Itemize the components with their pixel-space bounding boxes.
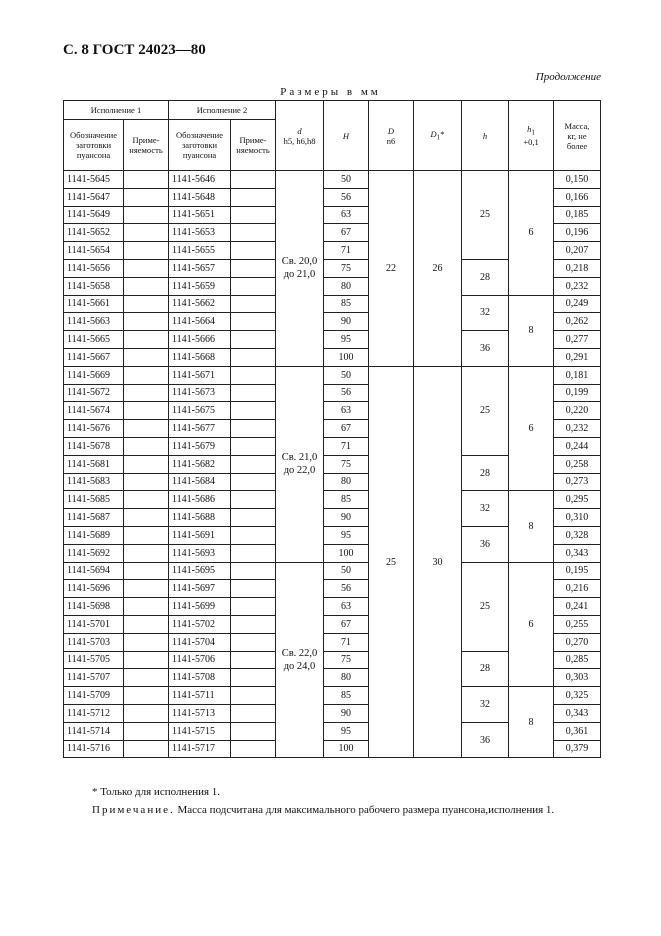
h-value: 32 (462, 687, 509, 723)
applicability-exec1 (124, 348, 169, 366)
applicability-exec2 (231, 331, 276, 349)
applicability-exec2 (231, 455, 276, 473)
mass-value: 0,232 (554, 277, 601, 295)
designation-exec2: 1141-5651 (169, 206, 231, 224)
mass-value: 0,262 (554, 313, 601, 331)
applicability-exec1 (124, 366, 169, 384)
table-row (64, 295, 601, 313)
table-row (64, 366, 601, 384)
applicability-exec2 (231, 704, 276, 722)
continued-label: Продолжение (535, 71, 601, 83)
mass-value: 0,277 (554, 331, 601, 349)
applicability-exec2 (231, 491, 276, 509)
H-value: 63 (324, 206, 369, 224)
applicability-exec1 (124, 544, 169, 562)
applicability-exec1 (124, 687, 169, 705)
designation-exec1: 1141-5665 (64, 331, 124, 349)
designation-exec2: 1141-5697 (169, 580, 231, 598)
header-h1: $h_1$ +0,1 (509, 101, 554, 171)
applicability-exec2 (231, 277, 276, 295)
mass-value: 0,285 (554, 651, 601, 669)
designation-exec2: 1141-5695 (169, 562, 231, 580)
applicability-exec1 (124, 171, 169, 189)
header-D: D n6 (369, 101, 414, 171)
designation-exec1: 1141-5701 (64, 615, 124, 633)
designation-exec2: 1141-5715 (169, 722, 231, 740)
applicability-exec1 (124, 722, 169, 740)
mass-value: 0,361 (554, 722, 601, 740)
designation-exec2: 1141-5688 (169, 509, 231, 527)
applicability-exec2 (231, 687, 276, 705)
header-h: h (462, 101, 509, 171)
h1-value: 6 (509, 171, 554, 296)
designation-exec1: 1141-5687 (64, 509, 124, 527)
header-applicability-1: Приме- няемость (124, 120, 169, 171)
designation-exec1: 1141-5709 (64, 687, 124, 705)
applicability-exec1 (124, 455, 169, 473)
designation-exec1: 1141-5663 (64, 313, 124, 331)
designation-exec1: 1141-5705 (64, 651, 124, 669)
header-mass: Масса, кг, не более (554, 101, 601, 171)
applicability-exec1 (124, 473, 169, 491)
d-range: Св. 20,0 до 21,0 (276, 171, 324, 367)
applicability-exec2 (231, 722, 276, 740)
mass-value: 0,310 (554, 509, 601, 527)
mass-value: 0,295 (554, 491, 601, 509)
mass-value: 0,195 (554, 562, 601, 580)
applicability-exec2 (231, 188, 276, 206)
h-value: 28 (462, 259, 509, 295)
designation-exec2: 1141-5684 (169, 473, 231, 491)
H-value: 85 (324, 687, 369, 705)
applicability-exec1 (124, 259, 169, 277)
H-value: 95 (324, 331, 369, 349)
designation-exec2: 1141-5702 (169, 615, 231, 633)
applicability-exec2 (231, 562, 276, 580)
mass-value: 0,216 (554, 580, 601, 598)
mass-value: 0,244 (554, 437, 601, 455)
applicability-exec2 (231, 206, 276, 224)
designation-exec2: 1141-5708 (169, 669, 231, 687)
applicability-exec1 (124, 562, 169, 580)
mass-value: 0,218 (554, 259, 601, 277)
h1-value: 6 (509, 562, 554, 687)
designation-exec1: 1141-5698 (64, 598, 124, 616)
applicability-exec2 (231, 740, 276, 758)
H-value: 67 (324, 420, 369, 438)
mass-value: 0,273 (554, 473, 601, 491)
applicability-exec1 (124, 420, 169, 438)
mass-value: 0,328 (554, 526, 601, 544)
applicability-exec2 (231, 171, 276, 189)
H-value: 80 (324, 473, 369, 491)
h-value: 36 (462, 526, 509, 562)
D-value: 25 (369, 366, 414, 758)
applicability-exec2 (231, 544, 276, 562)
designation-exec2: 1141-5713 (169, 704, 231, 722)
header-designation-1: Обозначение заготовки пуансона (64, 120, 124, 171)
note (92, 804, 554, 816)
designation-exec2: 1141-5648 (169, 188, 231, 206)
applicability-exec2 (231, 384, 276, 402)
designation-exec2: 1141-5657 (169, 259, 231, 277)
designation-exec2: 1141-5711 (169, 687, 231, 705)
H-value: 85 (324, 295, 369, 313)
designation-exec1: 1141-5667 (64, 348, 124, 366)
applicability-exec1 (124, 633, 169, 651)
applicability-exec1 (124, 224, 169, 242)
mass-value: 0,232 (554, 420, 601, 438)
H-value: 90 (324, 509, 369, 527)
h-value: 28 (462, 651, 509, 687)
H-value: 100 (324, 740, 369, 758)
applicability-exec2 (231, 366, 276, 384)
H-value: 90 (324, 313, 369, 331)
designation-exec1: 1141-5676 (64, 420, 124, 438)
H-value: 67 (324, 224, 369, 242)
designation-exec2: 1141-5662 (169, 295, 231, 313)
D1-value: 26 (414, 171, 462, 367)
applicability-exec2 (231, 669, 276, 687)
designation-exec1: 1141-5714 (64, 722, 124, 740)
applicability-exec2 (231, 295, 276, 313)
applicability-exec1 (124, 580, 169, 598)
designation-exec2: 1141-5699 (169, 598, 231, 616)
applicability-exec1 (124, 188, 169, 206)
applicability-exec2 (231, 224, 276, 242)
D1-value: 30 (414, 366, 462, 758)
applicability-exec1 (124, 669, 169, 687)
table-row (64, 491, 601, 509)
designation-exec2: 1141-5717 (169, 740, 231, 758)
dimensions-table (63, 100, 601, 758)
designation-exec1: 1141-5696 (64, 580, 124, 598)
applicability-exec2 (231, 348, 276, 366)
designation-exec2: 1141-5691 (169, 526, 231, 544)
mass-value: 0,166 (554, 188, 601, 206)
designation-exec2: 1141-5653 (169, 224, 231, 242)
h-value: 32 (462, 295, 509, 331)
designation-exec1: 1141-5645 (64, 171, 124, 189)
mass-value: 0,185 (554, 206, 601, 224)
designation-exec1: 1141-5694 (64, 562, 124, 580)
designation-exec1: 1141-5707 (64, 669, 124, 687)
table-row (64, 171, 601, 189)
applicability-exec1 (124, 651, 169, 669)
mass-value: 0,343 (554, 544, 601, 562)
applicability-exec2 (231, 651, 276, 669)
h1-value: 8 (509, 491, 554, 562)
header-designation-2: Обозначение заготовки пуансона (169, 120, 231, 171)
applicability-exec2 (231, 473, 276, 491)
designation-exec2: 1141-5671 (169, 366, 231, 384)
applicability-exec1 (124, 437, 169, 455)
designation-exec2: 1141-5655 (169, 242, 231, 260)
designation-exec1: 1141-5685 (64, 491, 124, 509)
H-value: 85 (324, 491, 369, 509)
mass-value: 0,207 (554, 242, 601, 260)
applicability-exec2 (231, 242, 276, 260)
d-range: Св. 21,0 до 22,0 (276, 366, 324, 562)
h-value: 36 (462, 331, 509, 367)
applicability-exec1 (124, 277, 169, 295)
d-range: Св. 22,0 до 24,0 (276, 562, 324, 758)
H-value: 100 (324, 348, 369, 366)
H-value: 75 (324, 259, 369, 277)
note-text: Масса подсчитана для максимального рабочего размера пуансона,исполнения 1. (174, 804, 555, 816)
applicability-exec1 (124, 598, 169, 616)
applicability-exec1 (124, 740, 169, 758)
designation-exec2: 1141-5673 (169, 384, 231, 402)
table-row (64, 562, 601, 580)
header-D1: $D_1*$ (414, 101, 462, 171)
applicability-exec1 (124, 526, 169, 544)
mass-value: 0,249 (554, 295, 601, 313)
applicability-exec2 (231, 598, 276, 616)
h-value: 32 (462, 491, 509, 527)
designation-exec1: 1141-5678 (64, 437, 124, 455)
applicability-exec2 (231, 615, 276, 633)
header-applicability-2: Приме- няемость (231, 120, 276, 171)
mass-value: 0,325 (554, 687, 601, 705)
header-H: H (324, 101, 369, 171)
applicability-exec1 (124, 491, 169, 509)
designation-exec2: 1141-5693 (169, 544, 231, 562)
applicability-exec2 (231, 509, 276, 527)
applicability-exec2 (231, 420, 276, 438)
H-value: 63 (324, 598, 369, 616)
designation-exec1: 1141-5669 (64, 366, 124, 384)
designation-exec1: 1141-5654 (64, 242, 124, 260)
designation-exec1: 1141-5683 (64, 473, 124, 491)
designation-exec2: 1141-5668 (169, 348, 231, 366)
mass-value: 0,270 (554, 633, 601, 651)
designation-exec1: 1141-5703 (64, 633, 124, 651)
h1-value: 6 (509, 366, 554, 491)
applicability-exec1 (124, 295, 169, 313)
mass-value: 0,291 (554, 348, 601, 366)
mass-value: 0,343 (554, 704, 601, 722)
note-label: Примечание. (92, 804, 175, 816)
H-value: 56 (324, 384, 369, 402)
mass-value: 0,379 (554, 740, 601, 758)
designation-exec2: 1141-5704 (169, 633, 231, 651)
mass-value: 0,241 (554, 598, 601, 616)
H-value: 75 (324, 455, 369, 473)
h-value: 25 (462, 366, 509, 455)
applicability-exec1 (124, 704, 169, 722)
designation-exec1: 1141-5716 (64, 740, 124, 758)
h1-value: 8 (509, 295, 554, 366)
designation-exec2: 1141-5675 (169, 402, 231, 420)
mass-value: 0,196 (554, 224, 601, 242)
applicability-exec1 (124, 313, 169, 331)
applicability-exec2 (231, 259, 276, 277)
H-value: 90 (324, 704, 369, 722)
designation-exec1: 1141-5689 (64, 526, 124, 544)
designation-exec1: 1141-5647 (64, 188, 124, 206)
designation-exec1: 1141-5661 (64, 295, 124, 313)
H-value: 71 (324, 437, 369, 455)
applicability-exec1 (124, 331, 169, 349)
designation-exec1: 1141-5672 (64, 384, 124, 402)
mass-value: 0,181 (554, 366, 601, 384)
mass-value: 0,255 (554, 615, 601, 633)
applicability-exec2 (231, 313, 276, 331)
designation-exec2: 1141-5646 (169, 171, 231, 189)
designation-exec2: 1141-5682 (169, 455, 231, 473)
page-title: С. 8 ГОСТ 24023—80 (63, 42, 206, 58)
designation-exec1: 1141-5674 (64, 402, 124, 420)
designation-exec1: 1141-5692 (64, 544, 124, 562)
H-value: 95 (324, 526, 369, 544)
designation-exec1: 1141-5658 (64, 277, 124, 295)
table-row (64, 687, 601, 705)
H-value: 67 (324, 615, 369, 633)
applicability-exec1 (124, 384, 169, 402)
h1-value: 8 (509, 687, 554, 758)
units-caption: Размеры в мм (280, 86, 381, 98)
designation-exec2: 1141-5677 (169, 420, 231, 438)
applicability-exec1 (124, 206, 169, 224)
D-value: 22 (369, 171, 414, 367)
applicability-exec2 (231, 437, 276, 455)
applicability-exec2 (231, 402, 276, 420)
mass-value: 0,258 (554, 455, 601, 473)
footnote: * Только для исполнения 1. (92, 786, 221, 798)
header-exec2: Исполнение 2 (169, 101, 276, 120)
applicability-exec1 (124, 615, 169, 633)
h-value: 25 (462, 171, 509, 260)
applicability-exec2 (231, 580, 276, 598)
h-value: 36 (462, 722, 509, 758)
H-value: 80 (324, 277, 369, 295)
H-value: 50 (324, 171, 369, 189)
H-value: 80 (324, 669, 369, 687)
designation-exec1: 1141-5649 (64, 206, 124, 224)
H-value: 75 (324, 651, 369, 669)
applicability-exec1 (124, 402, 169, 420)
designation-exec2: 1141-5666 (169, 331, 231, 349)
designation-exec1: 1141-5652 (64, 224, 124, 242)
H-value: 56 (324, 580, 369, 598)
designation-exec2: 1141-5659 (169, 277, 231, 295)
H-value: 71 (324, 242, 369, 260)
mass-value: 0,303 (554, 669, 601, 687)
applicability-exec2 (231, 526, 276, 544)
designation-exec2: 1141-5686 (169, 491, 231, 509)
applicability-exec1 (124, 242, 169, 260)
mass-value: 0,150 (554, 171, 601, 189)
designation-exec1: 1141-5681 (64, 455, 124, 473)
H-value: 56 (324, 188, 369, 206)
H-value: 71 (324, 633, 369, 651)
H-value: 63 (324, 402, 369, 420)
header-exec1: Исполнение 1 (64, 101, 169, 120)
designation-exec2: 1141-5679 (169, 437, 231, 455)
h-value: 28 (462, 455, 509, 491)
mass-value: 0,199 (554, 384, 601, 402)
header-d: d h5, h6,h8 (276, 101, 324, 171)
designation-exec1: 1141-5656 (64, 259, 124, 277)
mass-value: 0,220 (554, 402, 601, 420)
designation-exec1: 1141-5712 (64, 704, 124, 722)
designation-exec2: 1141-5664 (169, 313, 231, 331)
applicability-exec1 (124, 509, 169, 527)
H-value: 95 (324, 722, 369, 740)
H-value: 50 (324, 562, 369, 580)
h-value: 25 (462, 562, 509, 651)
applicability-exec2 (231, 633, 276, 651)
H-value: 100 (324, 544, 369, 562)
designation-exec2: 1141-5706 (169, 651, 231, 669)
H-value: 50 (324, 366, 369, 384)
